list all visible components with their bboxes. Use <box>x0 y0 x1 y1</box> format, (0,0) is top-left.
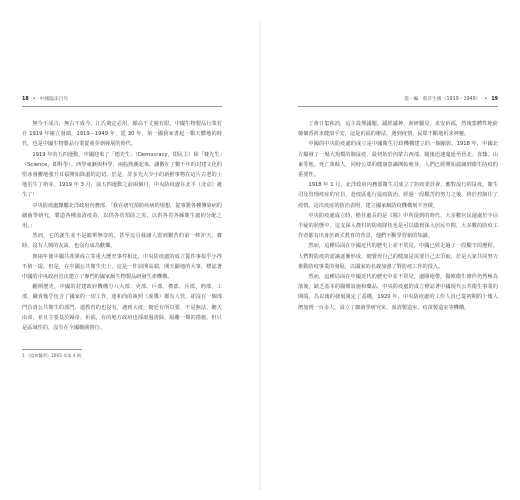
left-body-text <box>22 119 222 333</box>
section-title: 萌芽生根（1919－1949） <box>422 97 481 102</box>
paragraph: 然而，它的誕生並不是簡單無奈的，甚至這引發讓人震到艱苦的第一棒沖天，賽時，沒有人興的友誼，也沒有成為歡樂。 <box>22 233 222 250</box>
right-page-number: 19 <box>491 97 498 102</box>
left-running-header <box>22 94 222 107</box>
section-label: 第一編 <box>404 97 419 102</box>
book-title: 中國臨床百年 <box>39 97 69 102</box>
book-gutter <box>258 20 262 490</box>
right-body-text <box>298 119 498 313</box>
paragraph: 中央防疫處隸屬北洋政府內務部，「我在研究預防疾病的規想，從事製各種傳染病的細菌學研究，製造各種血清疫苗，以供各省預防之需，以供各省各縣衛生處的分配之用。」 <box>22 202 222 230</box>
right-page <box>298 94 498 313</box>
paragraph: 了會日集和消，這主設埋議題，議經議神，新研屬見。求安祈福，然後集體性地紛燒個香祈求健康平安，這是祈福的辦法，遇到疫情，民眾不斷地祈求神靈。 <box>298 121 498 138</box>
right-running-header <box>298 94 498 107</box>
paragraph: 然而，這種局面在中國近代的歷史中並不常見，邊陲地帶，醫療衛生條件仍然極為落後，缺乏基本的醫療設施和藥品。中央防疫處的成立標誌著中國現代公共衛生事業的開端，為以後的發展奠定了基礎，1920 年，中央防疫處的工作人員已從初期的十幾人增加到一百多人，設立了細菌學研究室、血清製造室、痘苗製造室等機構。 <box>298 274 498 311</box>
paragraph: 然而，這種局面在中國近代的歷史上並不常見，中國已經走過了一段艱辛的歷程。人們對防疫的認識逐漸形成，總覺得自己的健康是需要自己去爭取，於是大家共同努力推動防疫事業的發展，以國家的名義加強了對防疫工作的投入。 <box>298 243 498 270</box>
header-separator: • <box>32 97 36 102</box>
left-page-number: 18 <box>22 97 29 102</box>
paragraph: 與兩年後中國共產黨成立等重大歷史事件相比，中央防疫處的成立從件事似乎小得不值一提。但是，在中國公共衛生史上，這是一件前開高端，開天闢地的大事，標誌著中國的中央政府首次建立了專門的國家級生物製品研發生產機構。 <box>22 253 222 281</box>
footnote-divider <box>22 349 82 350</box>
paragraph: 無今不成古，無古不成今。江氏奠定必用，頗高千丈豬有限，中國生物製品行業若在 1919 年確立發端，1919－1949 年，從 30 年，第一國我家書起一顆天體地的時代，也是中國生物製品行業從萌芽到發展的時代。 <box>22 121 222 148</box>
paragraph: 中國的中央防疫處的成立是中國衛生行政機構建立的一個縮影。1918 年，中國北方爆發了一場大規模的肺鼠疫，最初始於內蒙古西部，隨後迅速蔓延至晉北、直隸、山東等地，死亡萬餘人。同時公眾的健康意識開始萌芽，人們已經開始認識到衛生防疫的重要性。 <box>298 141 498 179</box>
left-page <box>22 94 222 359</box>
paragraph: 中央防疫處成立時，擔任處長的是《醫》中所提到的時代，大多數官民還處於半信半疑的狀態中。這支深入農村的防疫隊伍也是可以做到深入居民中間，大多數的防疫工作者都有出身於新式教育的背景，他們不斷學習新的知識。 <box>298 212 498 240</box>
footnote: 1 《協和醫學》2003 年第 4 期。 <box>22 353 86 359</box>
header-separator: • <box>484 97 488 102</box>
paragraph: 1919 年的五四運動，中國迎來了「德先生」（Democracy，即民主）和「賽先生」（Science，即科學）。西學東漸與科學，兩股熱潮起來，讓數在了數千年的封建文化的堅冰發腰地強升耳福開始降溫的迫切。於是，許多先大少小的新鮮事物在這片古老的土地茁生了萌芽。1919 年 3 月，前五四運動之前兩個月，中央防疫處在北平（北京）誕生了！ <box>22 151 222 199</box>
paragraph: 1918 年 1 月，北洋政府內務部衛生司成立了防疫委員會，應對流行的鼠疫，衛生司及管理疫症的官員，赴疫區進行鼠疫防治。經過一段艱苦的努力之後，終於控制住了疫情。這次疫症的防治表明，建立國家級防疫機構刻不容緩。 <box>298 182 498 209</box>
paragraph: 翻開歷史，中國的封建政府機構分八大部：吏部、戶部、禮部、兵部、刑部、工部，職責幾乎包含了國家的一切工作，連和尚的執照（度牒）都有人管，卻沒有一個部門負責公共衛生的部門，連教育的也沒有，遇到大疫，朝廷有所以要，不是無法，聽天由命，並且主要基於歸帝、祈福，有的地方政府也採取過清除、隔離一類的措施，但只是區域性的，沒有在全國範圍推行。 <box>22 284 222 332</box>
